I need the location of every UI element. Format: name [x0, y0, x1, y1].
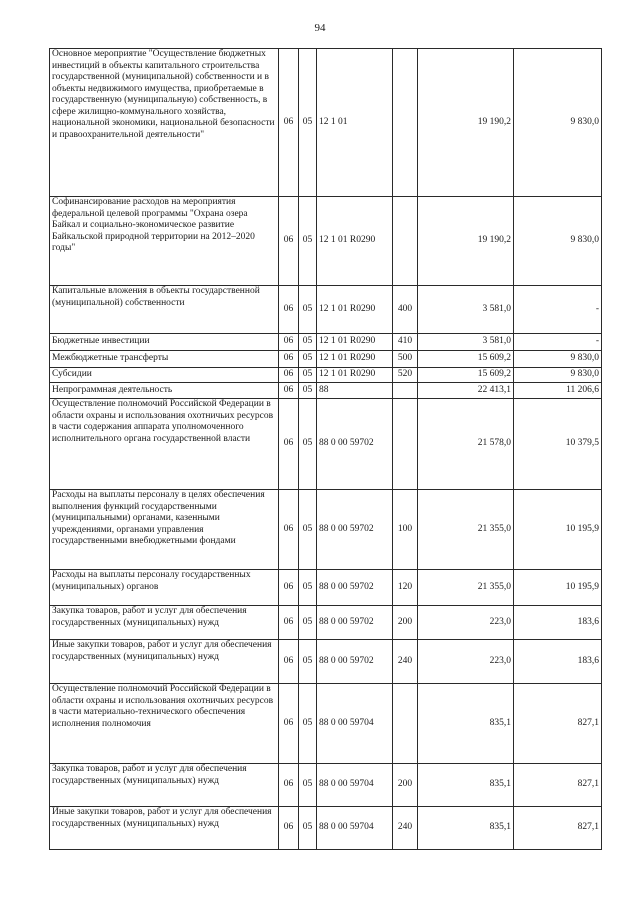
row-expense-type-code: [393, 684, 418, 764]
row-amount-1: 19 190,2: [418, 197, 514, 286]
row-expense-type-code: 200: [393, 606, 418, 640]
row-amount-1: 19 190,2: [418, 49, 514, 197]
row-article-code: 88 0 00 59702: [317, 606, 393, 640]
row-amount-1: 15 609,2: [418, 351, 514, 368]
row-subsection-code: 05: [299, 49, 317, 197]
row-subsection-code: 05: [299, 684, 317, 764]
row-amount-1: 21 578,0: [418, 399, 514, 490]
row-section-code: 06: [279, 570, 299, 606]
row-section-code: 06: [279, 490, 299, 570]
row-article-code: 88 0 00 59704: [317, 764, 393, 807]
row-expense-type-code: 500: [393, 351, 418, 368]
row-subsection-code: 05: [299, 764, 317, 807]
row-name-cell: Расходы на выплаты персоналу государственных (муниципальных) органов: [50, 570, 279, 606]
row-expense-type-code: 120: [393, 570, 418, 606]
row-expense-type-code: [393, 49, 418, 197]
row-name-cell: Закупка товаров, работ и услуг для обеспечения государственных (муниципальных) нужд: [50, 764, 279, 807]
row-section-code: 06: [279, 286, 299, 334]
page-number: 94: [314, 22, 326, 34]
table-row: [50, 368, 602, 383]
row-subsection-code: 05: [299, 807, 317, 850]
row-subsection-code: 05: [299, 490, 317, 570]
budget-table-body: [50, 49, 602, 850]
row-amount-2: -: [514, 334, 602, 351]
row-amount-1: 22 413,1: [418, 383, 514, 399]
table-row: [50, 684, 602, 764]
row-expense-type-code: [393, 383, 418, 399]
row-name-cell: Субсидии: [50, 368, 279, 383]
row-section-code: 06: [279, 49, 299, 197]
row-amount-2: 183,6: [514, 640, 602, 684]
row-article-code: 88 0 00 59702: [317, 490, 393, 570]
row-amount-1: 21 355,0: [418, 490, 514, 570]
row-amount-1: 835,1: [418, 764, 514, 807]
table-row: [50, 399, 602, 490]
row-subsection-code: 05: [299, 197, 317, 286]
row-expense-type-code: 240: [393, 807, 418, 850]
row-section-code: 06: [279, 606, 299, 640]
row-article-code: 88 0 00 59702: [317, 570, 393, 606]
row-subsection-code: 05: [299, 368, 317, 383]
row-amount-2: 11 206,6: [514, 383, 602, 399]
row-expense-type-code: 200: [393, 764, 418, 807]
row-amount-1: 15 609,2: [418, 368, 514, 383]
budget-table: [49, 48, 602, 850]
table-row: [50, 286, 602, 334]
row-section-code: 06: [279, 334, 299, 351]
row-amount-2: 10 195,9: [514, 570, 602, 606]
row-section-code: 06: [279, 807, 299, 850]
row-section-code: 06: [279, 368, 299, 383]
row-subsection-code: 05: [299, 351, 317, 368]
row-name-cell: Бюджетные инвестиции: [50, 334, 279, 351]
row-amount-2: 10 195,9: [514, 490, 602, 570]
row-expense-type-code: 400: [393, 286, 418, 334]
row-section-code: 06: [279, 197, 299, 286]
table-row: [50, 570, 602, 606]
row-amount-2: 827,1: [514, 684, 602, 764]
table-row: [50, 640, 602, 684]
row-amount-1: 21 355,0: [418, 570, 514, 606]
row-name-cell: Капитальные вложения в объекты государственной (муниципальной) собственности: [50, 286, 279, 334]
table-row: [50, 807, 602, 850]
row-expense-type-code: [393, 399, 418, 490]
row-section-code: 06: [279, 640, 299, 684]
row-name-cell: Софинансирование расходов на мероприятия федеральной целевой программы "Охрана озера Байкал и социально-экономическое развитие Байкальской природной территории на 2012–2020 годы": [50, 197, 279, 286]
table-row: [50, 606, 602, 640]
row-subsection-code: 05: [299, 399, 317, 490]
row-expense-type-code: 520: [393, 368, 418, 383]
row-subsection-code: 05: [299, 606, 317, 640]
row-subsection-code: 05: [299, 640, 317, 684]
row-expense-type-code: [393, 197, 418, 286]
row-expense-type-code: 410: [393, 334, 418, 351]
row-article-code: 12 1 01: [317, 49, 393, 197]
row-amount-1: 835,1: [418, 684, 514, 764]
table-row: [50, 334, 602, 351]
row-amount-1: 3 581,0: [418, 334, 514, 351]
row-amount-1: 3 581,0: [418, 286, 514, 334]
row-article-code: 12 1 01 R0290: [317, 286, 393, 334]
row-subsection-code: 05: [299, 383, 317, 399]
row-section-code: 06: [279, 399, 299, 490]
row-amount-1: 223,0: [418, 640, 514, 684]
row-name-cell: Основное мероприятие "Осуществление бюджетных инвестиций в объекты капитального строительства государственной (муниципальной) собственности и в объекты недвижимого имущества, приобретаемые в государственную (муниципальную) собственность, в сфере жилищно-коммунального хозяйства, национальной экономики, национальной безопасности и правоохранительной деятельности": [50, 49, 279, 197]
row-article-code: 88 0 00 59704: [317, 807, 393, 850]
row-name-cell: Закупка товаров, работ и услуг для обеспечения государственных (муниципальных) нужд: [50, 606, 279, 640]
row-subsection-code: 05: [299, 286, 317, 334]
table-row: [50, 351, 602, 368]
table-row: [50, 490, 602, 570]
row-amount-2: 9 830,0: [514, 49, 602, 197]
table-row: [50, 49, 602, 197]
row-name-cell: Осуществление полномочий Российской Федерации в области охраны и использования охотничьих ресурсов в части материально-технического обеспечения исполнения полномочия: [50, 684, 279, 764]
row-article-code: 12 1 01 R0290: [317, 197, 393, 286]
row-name-cell: Иные закупки товаров, работ и услуг для обеспечения государственных (муниципальных) нужд: [50, 807, 279, 850]
row-name-cell: Непрограммная деятельность: [50, 383, 279, 399]
row-amount-2: 9 830,0: [514, 351, 602, 368]
row-amount-2: -: [514, 286, 602, 334]
row-article-code: 88 0 00 59702: [317, 640, 393, 684]
row-section-code: 06: [279, 383, 299, 399]
row-subsection-code: 05: [299, 334, 317, 351]
row-amount-2: 9 830,0: [514, 197, 602, 286]
row-expense-type-code: 240: [393, 640, 418, 684]
table-row: [50, 764, 602, 807]
row-amount-2: 183,6: [514, 606, 602, 640]
row-amount-1: 223,0: [418, 606, 514, 640]
row-section-code: 06: [279, 684, 299, 764]
row-amount-2: 10 379,5: [514, 399, 602, 490]
row-expense-type-code: 100: [393, 490, 418, 570]
table-row: [50, 383, 602, 399]
row-article-code: 88: [317, 383, 393, 399]
row-article-code: 88 0 00 59702: [317, 399, 393, 490]
row-name-cell: Расходы на выплаты персоналу в целях обеспечения выполнения функций государственными (муниципальными) органами, казенными учреждениями, органами управления государственными внебюджетными фондами: [50, 490, 279, 570]
row-section-code: 06: [279, 764, 299, 807]
row-article-code: 12 1 01 R0290: [317, 334, 393, 351]
row-amount-2: 827,1: [514, 807, 602, 850]
row-name-cell: Иные закупки товаров, работ и услуг для обеспечения государственных (муниципальных) нужд: [50, 640, 279, 684]
row-article-code: 12 1 01 R0290: [317, 351, 393, 368]
row-article-code: 88 0 00 59704: [317, 684, 393, 764]
row-name-cell: Осуществление полномочий Российской Федерации в области охраны и использования охотничьих ресурсов в части содержания аппарата уполномоченного исполнительного органа государственной власти: [50, 399, 279, 490]
row-amount-2: 9 830,0: [514, 368, 602, 383]
row-subsection-code: 05: [299, 570, 317, 606]
table-row: [50, 197, 602, 286]
row-amount-2: 827,1: [514, 764, 602, 807]
row-name-cell: Межбюджетные трансферты: [50, 351, 279, 368]
row-article-code: 12 1 01 R0290: [317, 368, 393, 383]
row-section-code: 06: [279, 351, 299, 368]
row-amount-1: 835,1: [418, 807, 514, 850]
